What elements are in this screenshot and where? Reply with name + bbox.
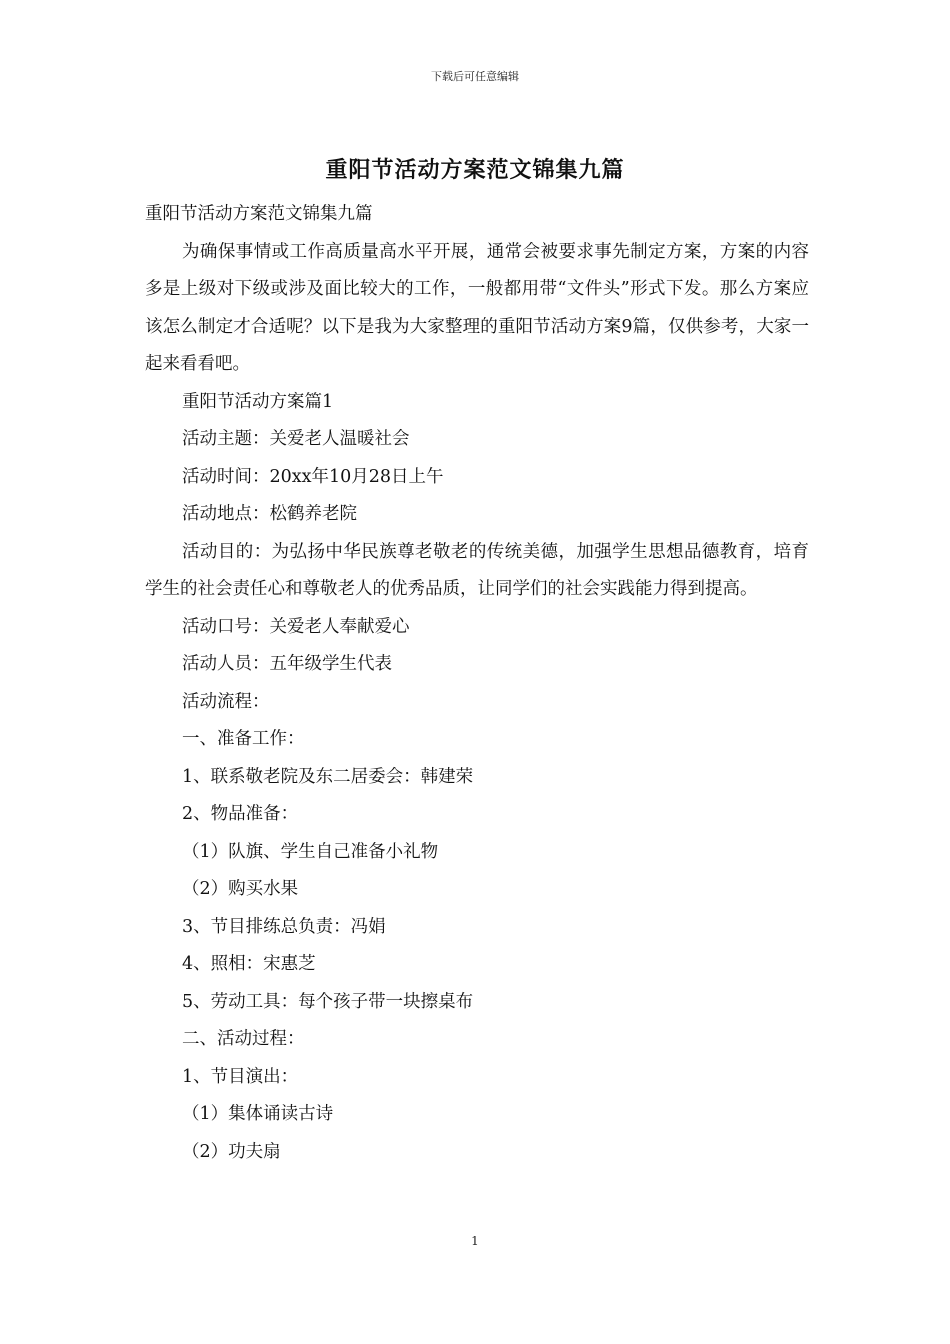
list-item: （1）集体诵读古诗 [182,1104,334,1124]
prep-heading: 一、准备工作： [182,729,305,749]
activity-theme: 活动主题：关爱老人温暖社会 [182,429,410,449]
subtitle-paragraph: 重阳节活动方案范文锦集九篇 [145,204,373,224]
document-title: 重阳节活动方案范文锦集九篇 [325,157,625,183]
list-item: 2、物品准备： [182,804,299,824]
activity-flow: 活动流程： [182,691,270,712]
process-heading: 二、活动过程： [182,1029,305,1049]
list-item: 3、节目排练总负责：冯娟 [182,916,386,937]
page-number: 1 [471,1234,479,1248]
document-body [145,196,809,1171]
section-heading: 重阳节活动方案篇1 [182,391,334,412]
list-item: 5、劳动工具：每个孩子带一块擦桌布 [182,991,474,1012]
list-item: 1、节目演出： [182,1066,299,1087]
list-item: 4、照相：宋惠芝 [182,954,316,974]
activity-place: 活动地点：松鹤养老院 [182,504,357,524]
list-item: 1、联系敬老院及东二居委会：韩建荣 [182,766,474,787]
intro-paragraph: 为确保事情或工作高质量高水平开展，通常会被要求事先制定方案，方案的内容多是上级对下级或涉及面比较大的工作，一般都用带“文件头”形式下发。那么方案应该怎么制定才合适呢？以下是我为大家整理的重阳节活动方案9篇，仅供参考，大家一起来看看吧。 [145,241,809,374]
activity-people: 活动人员：五年级学生代表 [182,654,392,674]
activity-purpose: 活动目的：为弘扬中华民族尊老敬老的传统美德，加强学生思想品德教育，培育学生的社会责任心和尊敬老人的优秀品质，让同学们的社会实践能力得到提高。 [145,541,809,599]
list-item: （2）功夫扇 [182,1141,281,1162]
page-header-note: 下载后可任意编辑 [431,70,519,83]
activity-time: 活动时间：20xx年10月28日上午 [182,466,444,487]
list-item: （1）队旗、学生自己准备小礼物 [182,841,439,862]
activity-slogan: 活动口号：关爱老人奉献爱心 [182,616,410,637]
list-item: （2）购买水果 [182,879,299,899]
